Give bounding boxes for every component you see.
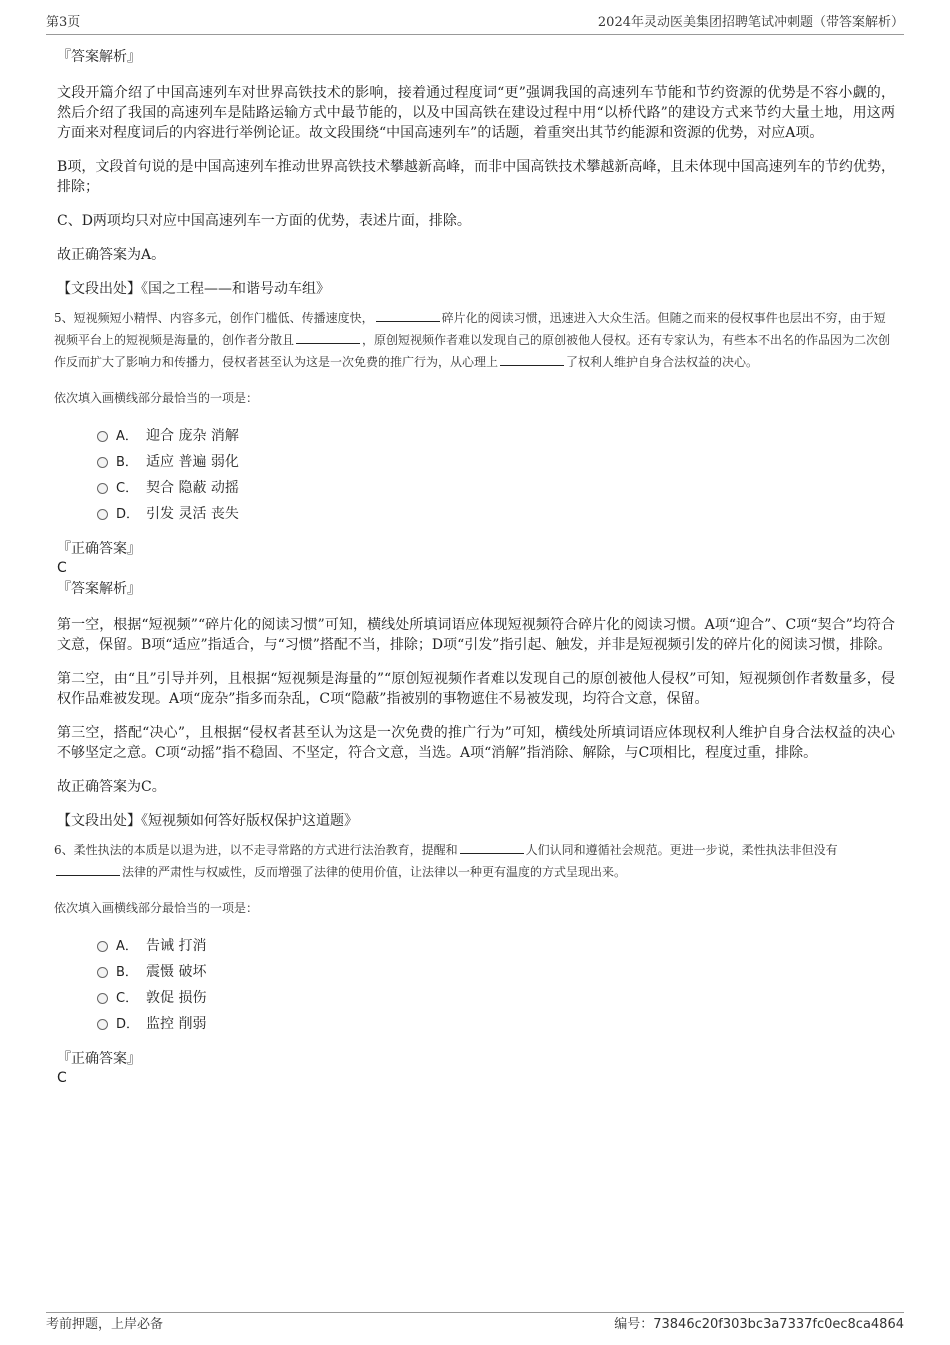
- q6-options: [97, 933, 895, 1037]
- footer-slogan: 考前押题，上岸必备: [46, 1317, 164, 1332]
- q6-blank-1: [460, 839, 524, 854]
- q5-option-b[interactable]: B． 适应 普遍 弱化: [97, 449, 895, 475]
- q6-option-c[interactable]: C． 敦促 损伤: [97, 985, 895, 1011]
- q4-analysis-label: 『答案解析』: [57, 49, 141, 65]
- q6-option-a[interactable]: A． 告诫 打消: [97, 933, 895, 959]
- q5-analysis-p3: 第三空，搭配“决心”，且根据“侵权者甚至认为这是一次免费的推广行为”可知，横线处所填词语应体现权利人维护自身合法权益的决心不够坚定之意。C项“动摇”指不稳固、不坚定，符合文意，当选。A项“消解”指消除、解除，与C项相比，程度过重，排除。: [57, 725, 895, 761]
- radio-icon[interactable]: [97, 967, 108, 978]
- q5-stem-part: 5、短视频短小精悍、内容多元，创作门槛低、传播速度快，: [54, 311, 374, 325]
- q6-option-d[interactable]: D． 监控 削弱: [97, 1011, 895, 1037]
- radio-icon[interactable]: [97, 509, 108, 520]
- q5-answer-label: 『正确答案』: [57, 541, 141, 557]
- q5-blank-2: [296, 329, 360, 344]
- q6-stem-part: 人们认同和遵循社会规范。更进一步说，柔性执法非但没有: [525, 843, 838, 857]
- q5-stem-part: 碎片化的阅读习惯，迅速进入大众生活。但随之而来的侵权事件也层出不穷，由于短视频平台上的短视频是海量的，创作者分散且: [54, 311, 886, 347]
- q6-blank-2: [56, 861, 120, 876]
- radio-icon[interactable]: [97, 431, 108, 442]
- q4-source: 【文段出处】《国之工程——和谐号动车组》: [57, 281, 330, 297]
- q6-stem: [54, 839, 895, 883]
- q5-stem-part: ，原创短视频作者难以发现自己的原创被他人侵权。还有专家认为，有些本不出名的作品因为二次创作反而扩大了影响力和传播力，侵权者甚至认为这是一次免费的推广行为，从心理上: [54, 333, 891, 369]
- q5-analysis-p2: 第二空，由“且”引导并列，且根据“短视频是海量的”“原创短视频作者难以发现自己的原创被他人侵权”可知，短视频创作者数量多，侵权作品难被发现。A项“庞杂”指多而杂乱，C项“隐蔽”指被别的事物遮住不易被发现，均符合文意，保留。: [57, 671, 895, 707]
- page-footer: [46, 1312, 904, 1335]
- q5-blank-3: [500, 351, 564, 366]
- radio-icon[interactable]: [97, 483, 108, 494]
- q5-stem-part: 了权利人维护自身合法权益的决心。: [566, 355, 759, 369]
- q5-blank-1: [376, 307, 440, 322]
- q5-source: 【文段出处】《短视频如何答好版权保护这道题》: [57, 813, 358, 829]
- q5-option-a[interactable]: A． 迎合 庞杂 消解: [97, 423, 895, 449]
- document-title: 2024年灵动医美集团招聘笔试冲刺题（带答案解析）: [597, 15, 904, 30]
- q5-options: [97, 423, 895, 527]
- document-code: 编号：73846c20f303bc3a7337fc0ec8ca4864: [614, 1317, 904, 1332]
- q6-stem-part: 6、柔性执法的本质是以退为进，以不走寻常路的方式进行法治教育，提醒和: [54, 843, 458, 857]
- q5-analysis-p1: 第一空，根据“短视频”“碎片化的阅读习惯”可知，横线处所填词语应体现短视频符合碎片化的阅读习惯。A项“迎合”、C项“契合”均符合文意，保留。B项“适应”指适合，与“习惯”搭配不当，排除；D项“引发”指引起、触发，并非是短视频引发的碎片化的阅读习惯，排除。: [57, 617, 895, 653]
- radio-icon[interactable]: [97, 1019, 108, 1030]
- page-header: [46, 14, 904, 35]
- page-number: 第3页: [46, 15, 81, 30]
- q5-analysis-label: 『答案解析』: [57, 581, 141, 597]
- q4-final-answer: 故正确答案为A。: [57, 247, 166, 263]
- q5-final-answer: 故正确答案为C。: [57, 779, 166, 795]
- q6-stem-part: 法律的严肃性与权威性，反而增强了法律的使用价值，让法律以一种更有温度的方式呈现出来。: [122, 865, 627, 879]
- q5-prompt: 依次填入画横线部分最恰当的一项是：: [54, 391, 259, 405]
- q4-analysis-p3: C、D两项均只对应中国高速列车一方面的优势，表述片面，排除。: [57, 213, 471, 229]
- q5-stem: [54, 307, 895, 373]
- q4-analysis-p1: 文段开篇介绍了中国高速列车对世界高铁技术的影响，接着通过程度词“更”强调我国的高速列车节能和节约资源的优势是不容小觑的，然后介绍了我国的高速列车是陆路运输方式中最节能的，以及中国高铁在建设过程中用“以桥代路”的建设方式来节约大量土地，用这两方面来对程度词后的内容进行举例论证。故文段围绕“中国高速列车”的话题，着重突出其节约能源和资源的优势，对应A项。: [57, 85, 895, 141]
- q5-option-c[interactable]: C． 契合 隐蔽 动摇: [97, 475, 895, 501]
- q5-option-d[interactable]: D． 引发 灵活 丧失: [97, 501, 895, 527]
- q6-answer-label: 『正确答案』: [57, 1051, 141, 1067]
- page-content: [54, 47, 895, 1089]
- q4-analysis-p2: B项，文段首句说的是中国高速列车推动世界高铁技术攀越新高峰，而非中国高铁技术攀越新高峰，且未体现中国高速列车的节约优势，排除；: [57, 159, 895, 195]
- q6-answer: C: [57, 1070, 67, 1086]
- radio-icon[interactable]: [97, 941, 108, 952]
- radio-icon[interactable]: [97, 457, 108, 468]
- radio-icon[interactable]: [97, 993, 108, 1004]
- q5-answer: C: [57, 560, 67, 576]
- q6-option-b[interactable]: B． 震慑 破坏: [97, 959, 895, 985]
- q6-prompt: 依次填入画横线部分最恰当的一项是：: [54, 901, 259, 915]
